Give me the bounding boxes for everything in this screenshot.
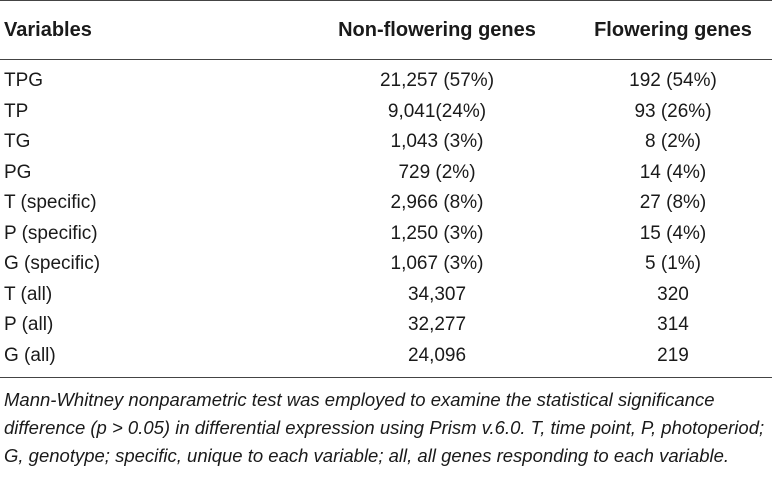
header-flowering: Flowering genes: [564, 1, 772, 60]
cell-non-flowering: 1,250 (3%): [390, 222, 484, 244]
cell-flowering: 8 (2%): [645, 131, 701, 153]
cell-variable: TG: [4, 131, 31, 153]
table-row: [0, 158, 772, 189]
table-row: [0, 280, 772, 311]
header-row: [0, 1, 772, 60]
table-header: [0, 1, 772, 60]
cell-variable: PG: [4, 161, 32, 183]
header-non-flowering: Non-flowering genes: [300, 1, 564, 60]
cell-non-flowering: 1,043 (3%): [390, 131, 484, 153]
table-row: [0, 219, 772, 250]
table-row: [0, 249, 772, 280]
table-row: [0, 97, 772, 128]
cell-flowering: 5 (1%): [645, 253, 701, 275]
table-row: [0, 341, 772, 378]
table-body: [0, 60, 772, 378]
header-variables: Variables: [0, 1, 300, 60]
cell-variable: P (specific): [4, 222, 98, 244]
cell-flowering: 14 (4%): [639, 161, 707, 183]
cell-flowering: 15 (4%): [639, 222, 707, 244]
table-row: [0, 127, 772, 158]
cell-non-flowering: 34,307: [407, 283, 467, 305]
cell-non-flowering: 24,096: [300, 341, 564, 378]
cell-flowering: 314: [657, 314, 689, 336]
cell-variable: TPG: [4, 70, 44, 92]
cell-non-flowering: 1,067 (3%): [390, 253, 484, 275]
cell-variable: T (all): [4, 283, 53, 305]
cell-variable: TP: [4, 100, 29, 122]
cell-non-flowering: 32,277: [407, 314, 467, 336]
cell-flowering: 27 (8%): [639, 192, 707, 214]
cell-variable: T (specific): [4, 192, 97, 214]
table-footnote: Mann-Whitney nonparametric test was employed to examine the statistical significance difference (p > 0.05) in differential expression using Prism v.6.0. T, time point, P, photoperiod; G, genotype; specific, unique to each variable; all, all genes responding to each variable.: [4, 389, 765, 466]
table-row: [0, 310, 772, 341]
cell-non-flowering: 21,257 (57%): [379, 70, 495, 92]
cell-variable: P (all): [4, 314, 54, 336]
cell-flowering: 93 (26%): [634, 100, 712, 122]
table-row: [0, 60, 772, 97]
cell-flowering: 320: [657, 283, 689, 305]
cell-non-flowering: 2,966 (8%): [390, 192, 484, 214]
cell-flowering: 219: [564, 341, 772, 378]
cell-non-flowering: 729 (2%): [398, 161, 476, 183]
table-row: [0, 188, 772, 219]
cell-non-flowering: 9,041(24%): [387, 100, 487, 122]
cell-variable: G (specific): [4, 253, 101, 275]
cell-flowering: 192 (54%): [629, 70, 717, 92]
cell-variable: G (all): [0, 341, 300, 378]
